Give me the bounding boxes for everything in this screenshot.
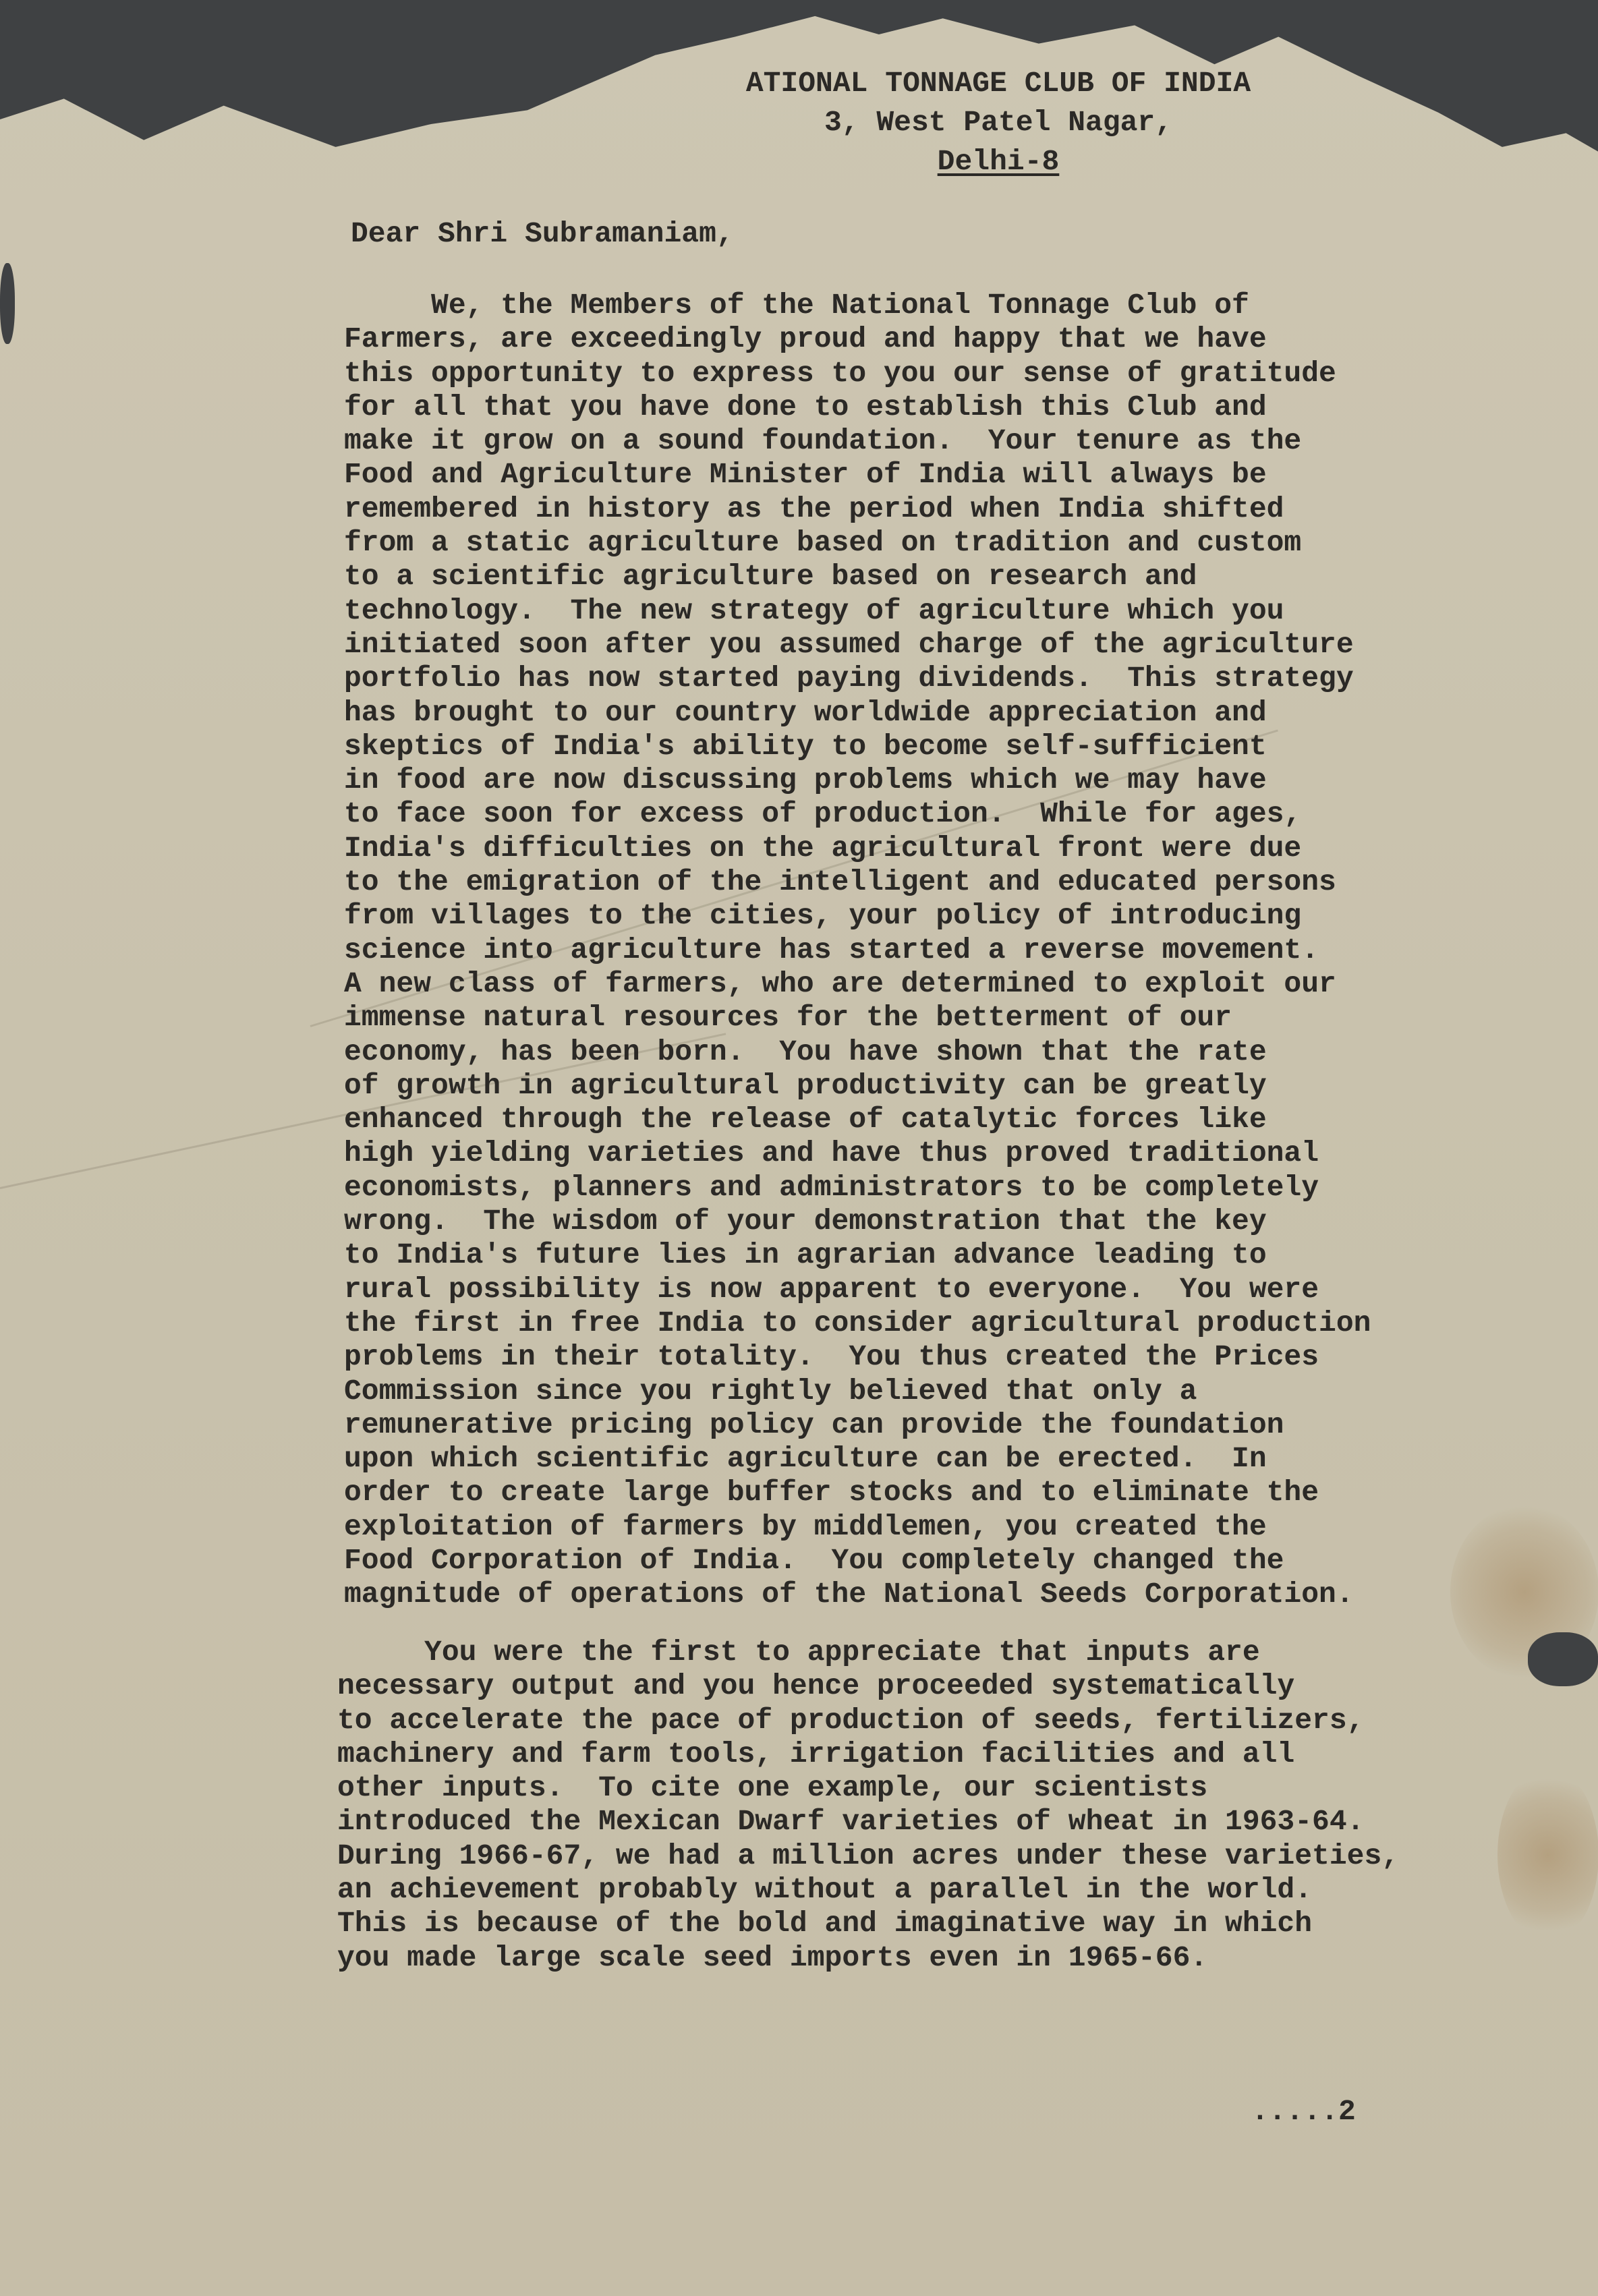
text-line: This is because of the bold and imaginative way in which	[337, 1907, 1313, 1941]
text-line: from a static agriculture based on tradition and custom	[344, 526, 1302, 560]
body-paragraph-1	[344, 289, 1578, 1612]
text-line: order to create large buffer stocks and to eliminate the	[344, 1476, 1319, 1510]
text-line: enhanced through the release of catalytic forces like	[344, 1103, 1267, 1137]
text-line: in food are now discussing problems which we may have	[344, 764, 1267, 797]
text-line: wrong. The wisdom of your demonstration that the key	[344, 1205, 1267, 1238]
text-line: has brought to our country worldwide appreciation and	[344, 695, 1267, 729]
text-line: introduced the Mexican Dwarf varieties of wheat in 1963-64.	[337, 1805, 1365, 1839]
text-line: You were the first to appreciate that inputs are	[337, 1636, 1260, 1669]
text-line: upon which scientific agriculture can be erected. In	[344, 1442, 1267, 1476]
text-line: for all that you have done to establish this Club and	[344, 390, 1267, 424]
text-line: Food and Agriculture Minister of India will always be	[344, 458, 1267, 492]
text-line: A new class of farmers, who are determined to exploit our	[344, 967, 1336, 1000]
text-line: economists, planners and administrators to be completely	[344, 1170, 1319, 1204]
text-line: magnitude of operations of the National Seeds Corporation.	[344, 1578, 1354, 1611]
text-line: portfolio has now started paying dividends. This strategy	[344, 662, 1354, 695]
text-line: from villages to the cities, your policy of introducing	[344, 899, 1302, 933]
text-line: make it grow on a sound foundation. Your tenure as the	[344, 424, 1302, 458]
text-line: During 1966-67, we had a million acres under these varieties,	[337, 1839, 1400, 1872]
text-line: the first in free India to consider agricultural production	[344, 1306, 1371, 1340]
text-line: this opportunity to express to you our sense of gratitude	[344, 356, 1336, 390]
text-line: technology. The new strategy of agriculture which you	[344, 594, 1284, 627]
text-line: immense natural resources for the betterment of our	[344, 1001, 1232, 1035]
page-continuation: .....2	[1251, 2095, 1356, 2128]
salutation: Dear Shri Subramaniam,	[351, 217, 734, 250]
letterhead-city: Delhi-8	[937, 145, 1060, 178]
text-line: to face soon for excess of production. While for ages,	[344, 797, 1302, 831]
text-line: to India's future lies in agrarian advance leading to	[344, 1238, 1267, 1272]
text-line: science into agriculture has started a reverse movement.	[344, 933, 1319, 967]
text-line: high yielding varieties and have thus proved traditional	[344, 1137, 1319, 1170]
text-line: machinery and farm tools, irrigation facilities and all	[337, 1737, 1295, 1771]
text-line: necessary output and you hence proceeded systematically	[337, 1669, 1295, 1703]
text-line: economy, has been born. You have shown that the rate	[344, 1035, 1267, 1068]
text-line: Commission since you rightly believed that only a	[344, 1374, 1197, 1408]
text-line: to a scientific agriculture based on research and	[344, 560, 1197, 594]
text-line: of growth in agricultural productivity can be greatly	[344, 1068, 1267, 1102]
letterhead-street: 3, West Patel Nagar,	[824, 106, 1173, 139]
text-line: India's difficulties on the agricultural front were due	[344, 831, 1302, 865]
text-line: remembered in history as the period when India shifted	[344, 492, 1284, 525]
letterhead-organisation: ATIONAL TONNAGE CLUB OF INDIA	[745, 67, 1251, 100]
text-line: We, the Members of the National Tonnage Club of	[344, 289, 1249, 322]
text-line: Farmers, are exceedingly proud and happy that we have	[344, 322, 1267, 356]
text-line: to the emigration of the intelligent and educated persons	[344, 865, 1336, 899]
text-line: an achievement probably without a parallel in the world.	[337, 1873, 1313, 1907]
text-line: remunerative pricing policy can provide the foundation	[344, 1408, 1284, 1441]
text-line: to accelerate the pace of production of seeds, fertilizers,	[337, 1703, 1365, 1737]
text-line: problems in their totality. You thus created the Prices	[344, 1340, 1319, 1374]
text-line: you made large scale seed imports even in 1965-66.	[337, 1941, 1208, 1974]
text-line: skeptics of India's ability to become self-sufficient	[344, 729, 1267, 763]
text-line: exploitation of farmers by middlemen, you created the	[344, 1510, 1267, 1543]
text-line: rural possibility is now apparent to everyone. You were	[344, 1272, 1319, 1306]
text-line: other inputs. To cite one example, our scientists	[337, 1771, 1208, 1805]
letterhead	[702, 64, 1295, 181]
text-line: initiated soon after you assumed charge of the agriculture	[344, 627, 1354, 661]
text-line: Food Corporation of India. You completely changed the	[344, 1543, 1284, 1577]
body-paragraph-2	[337, 1636, 1572, 1975]
